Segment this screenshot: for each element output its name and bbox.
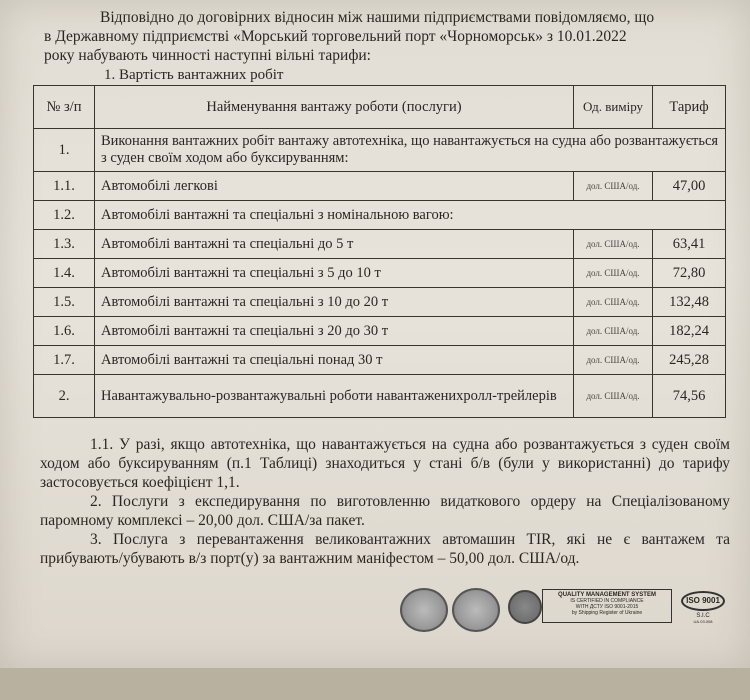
certification-seal-icon (400, 588, 448, 632)
row-unit: дол. США/од. (574, 317, 653, 346)
header-unit: Од. виміру (574, 86, 653, 129)
row-tariff: 74,56 (653, 375, 726, 418)
note-1: 1.1. У разі, якщо автотехніка, що навантажується на судна або розвантажується з суден своїм ходом або буксируванням (п.1 Таблиці) знаходиться у стані б/в (були у використанні) до тарифу застосовується коефіцієнт 1,1. (40, 436, 730, 491)
row-name: Автомобілі вантажні та спеціальні до 5 т (95, 230, 574, 259)
table-row (34, 346, 726, 375)
iso-sub: S.I.C (696, 613, 710, 619)
table-row (34, 317, 726, 346)
row-tariff: 245,28 (653, 346, 726, 375)
qms-certificate-badge: QUALITY MANAGEMENT SYSTEM IS CERTIFIED IN COMPLIANCE WITH ДСТУ ISO 9001-2015 by Shipping Register of Ukraine (542, 589, 672, 623)
row-tariff: 72,80 (653, 259, 726, 288)
row-name: Навантажувально-розвантажувальні роботи навантаженихролл-трейлерів (95, 375, 574, 418)
intro-paragraph (44, 8, 724, 65)
row-unit: дол. США/од. (574, 259, 653, 288)
row-name: Автомобілі вантажні та спеціальні з 5 до 10 т (95, 259, 574, 288)
row-tariff: 63,41 (653, 230, 726, 259)
intro-line-1: Відповідно до договірних відносин між нашими підприємствами повідомляємо, що (100, 9, 655, 26)
row-unit: дол. США/од. (574, 346, 653, 375)
iso-label: ISO 9001 (681, 591, 725, 611)
notes-section (40, 435, 730, 568)
header-num: № з/п (34, 86, 95, 129)
table-row (34, 288, 726, 317)
register-emblem-icon (508, 590, 542, 624)
certification-logos (400, 585, 730, 631)
row-num: 1.3. (34, 230, 95, 259)
row-name: Автомобілі легкові (95, 172, 574, 201)
row-name: Автомобілі вантажні та спеціальні з 10 до 20 т (95, 288, 574, 317)
row-unit: дол. США/од. (574, 288, 653, 317)
intro-line-3: року набувають чинності наступні вільні тарифи: (44, 47, 371, 64)
iso-sub2: UA.03.008 (693, 619, 713, 624)
row-name: Автомобілі вантажні та спеціальні понад 30 т (95, 346, 574, 375)
table-row (34, 129, 726, 172)
table-row (34, 375, 726, 418)
row-unit: дол. США/од. (574, 230, 653, 259)
note-2: 2. Послуги з експедирування по виготовленню видаткового ордеру на Спеціалізованому паромному комплексі – 20,00 дол. США/за пакет. (40, 493, 730, 529)
background-surface (0, 668, 750, 700)
row-num: 1.2. (34, 201, 95, 230)
header-name: Найменування вантажу роботи (послуги) (95, 86, 574, 129)
row-num: 1. (34, 129, 95, 172)
row-num: 1.1. (34, 172, 95, 201)
table-row (34, 230, 726, 259)
row-num: 1.7. (34, 346, 95, 375)
section-title: 1. Вартість вантажних робіт (104, 67, 284, 83)
certification-seal-icon (452, 588, 500, 632)
row-unit: дол. США/од. (574, 172, 653, 201)
row-tariff: 132,48 (653, 288, 726, 317)
table-header-row (34, 86, 726, 129)
row-num: 2. (34, 375, 95, 418)
row-num: 1.4. (34, 259, 95, 288)
intro-line-2: в Державному підприємстві «Морський торговельний порт «Чорноморськ» з 10.01.2022 (44, 28, 627, 45)
row-unit: дол. США/од. (574, 375, 653, 418)
tariff-table (33, 85, 726, 418)
row-num: 1.5. (34, 288, 95, 317)
table-row (34, 259, 726, 288)
iso-9001-logo (680, 585, 726, 631)
row-tariff: 182,24 (653, 317, 726, 346)
table-row (34, 201, 726, 230)
header-tariff: Тариф (653, 86, 726, 129)
note-3: 3. Послуга з перевантаження великовантажних автомашин TIR, які не є вантажем та прибувають/убувають в/з порт(у) за вантажним маніфестом – 50,00 дол. США/од. (40, 531, 730, 567)
row-name: Автомобілі вантажні та спеціальні з 20 до 30 т (95, 317, 574, 346)
row-name: Виконання вантажних робіт вантажу автотехніка, що навантажується на судна або розвантажується з суден своїм ходом або буксируванням: (95, 129, 726, 172)
row-name: Автомобілі вантажні та спеціальні з номінальною вагою: (95, 201, 726, 230)
row-tariff: 47,00 (653, 172, 726, 201)
row-num: 1.6. (34, 317, 95, 346)
table-row (34, 172, 726, 201)
